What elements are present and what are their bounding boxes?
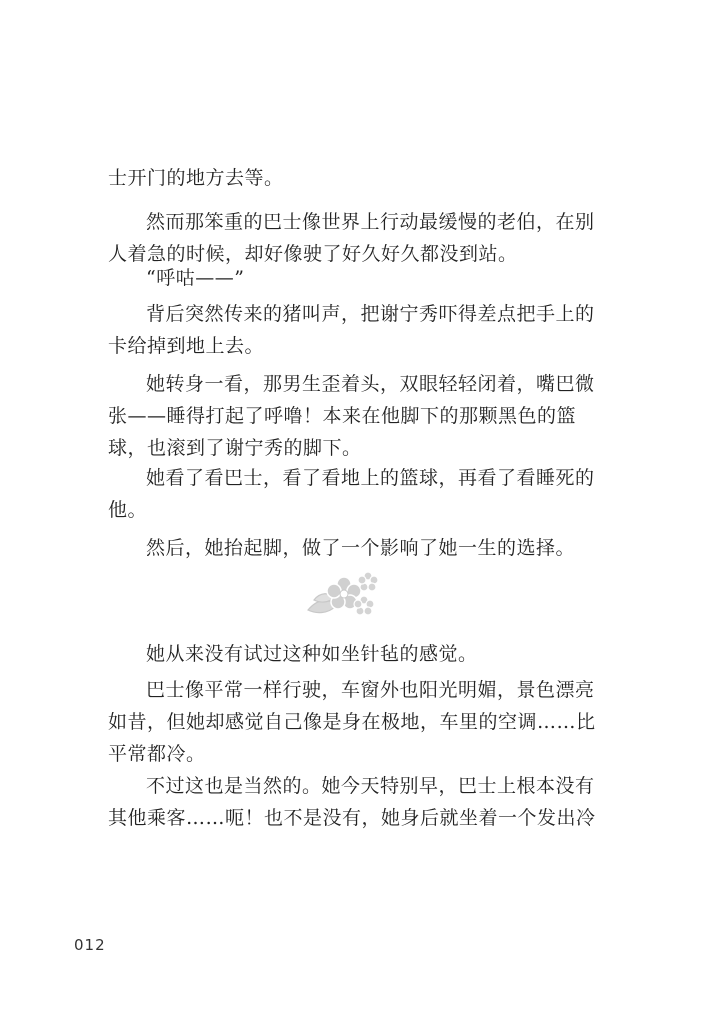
text-line: 然而那笨重的巴士像世界上行动最缓慢的老伯，在别 xyxy=(146,211,595,233)
paragraph-6 xyxy=(108,462,595,526)
flower-ornament-icon xyxy=(300,570,390,620)
text-line: 她看了看巴士，看了看地上的篮球，再看了看睡死的 xyxy=(146,467,595,489)
text-line: 张——睡得打起了呼噜！本来在他脚下的那颗黑色的篮 xyxy=(108,405,577,427)
paragraph-7 xyxy=(108,532,578,564)
text-line: 然后，她抬起脚，做了一个影响了她一生的选择。 xyxy=(146,537,576,559)
page-number: 012 xyxy=(74,936,106,954)
paragraph-4 xyxy=(108,298,595,362)
paragraph-9 xyxy=(108,674,596,770)
paragraph-5 xyxy=(108,368,595,464)
paragraph-3 xyxy=(108,262,578,294)
text-line: 球，也滚到了谢宁秀的脚下。 xyxy=(108,437,362,459)
text-line: 她转身一看，那男生歪着头，双眼轻轻闭着，嘴巴微 xyxy=(146,373,595,395)
text-line: 人着急的时候，却好像驶了好久好久都没到站。 xyxy=(108,243,518,265)
text-line: 不过这也是当然的。她今天特别早，巴士上根本没有 xyxy=(146,775,595,797)
text-line: “呼咕——” xyxy=(146,267,245,289)
text-line: 卡给掉到地上去。 xyxy=(108,335,265,357)
text-line: 士开门的地方去等。 xyxy=(108,167,284,189)
paragraph-10 xyxy=(108,770,596,834)
paragraph-2 xyxy=(108,206,595,270)
text-line: 她从来没有试过这种如坐针毡的感觉。 xyxy=(146,643,478,665)
text-line: 背后突然传来的猪叫声，把谢宁秀吓得差点把手上的 xyxy=(146,303,595,325)
paragraph-8 xyxy=(108,638,578,670)
text-line: 巴士像平常一样行驶，车窗外也阳光明媚，景色漂亮 xyxy=(146,679,595,701)
text-line: 如昔，但她却感觉自己像是身在极地，车里的空调……比 xyxy=(108,711,596,733)
paragraph-1 xyxy=(108,162,578,194)
text-line: 平常都冷。 xyxy=(108,743,206,765)
text-line: 其他乘客……呃！也不是没有，她身后就坐着一个发出冷 xyxy=(108,807,596,829)
text-line: 他。 xyxy=(108,499,148,521)
